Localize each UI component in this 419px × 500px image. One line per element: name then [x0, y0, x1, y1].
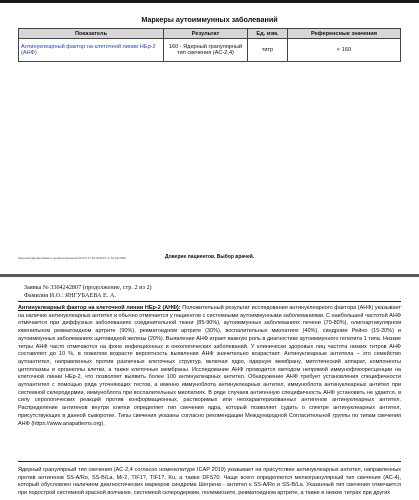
order-header: Заявка № 3304242807 (продолжение, стр. 2 из 2) [24, 284, 152, 291]
results-table [18, 28, 401, 62]
report-page-2 [0, 277, 419, 500]
slogan-footer: Доверие пациентов. Выбор врачей. [165, 254, 255, 260]
pattern-paragraph: Ядерный гранулярный тип свечения (AC-2,4 согласно номенклатуре ICAP 2019) указывает на присутствие антинуклеарных антител, направленных против антигенов SS-A/Ro, SS-B/La, Mi-2, TIF1?, TIF1?, Ku, а также DFS70. Чаще всего определяется мелкогранулярный тип свечения (AC-4), который обусловлен наличием диагностических маркеров синдрома Шегрена - антител к SS-A/Ro и SS-B/La. Указанный тип свечения отмечается при подострой системной красной волчанке, системной склеродермии, полимиозите, ревматоидном артрите, а также в низких титрах при других [18, 467, 401, 497]
col-header-indicator: Показатель [19, 29, 164, 39]
header-divider [18, 301, 401, 302]
top-rule [0, 0, 419, 3]
col-header-unit: Ед. изм. [248, 29, 288, 39]
patient-name: Фамилия И.О.: ЯНГУБАЕВА Е. А. [24, 292, 116, 299]
paragraph-divider [18, 461, 401, 462]
table-row [19, 39, 401, 62]
reference-cell: < 160 [288, 39, 401, 62]
interpretation-text: Положительный результат исследования антинуклеарного фактора (АНФ) указывает на наличие антинуклеарных антител и обычно отмечается у пациентов с системными аутоиммунными заболеваниями. С наибольшей частотой АНФ отмечается при диффузных заболеваниях соединительной ткани (85-90%), аутоиммунных заболеваниях печени (70-80%), олигоартикулярном ювенильном ревматоидном артрите (90%), ревматоидном артрите (30%), воспалительных миопатиях (40%), синдроме Рейно (15-20%) и аутоиммунных заболеваниях щитовидной железы (20%). Выявление АНФ играет важную роль в диагностике аутоиммунного гепатита 1 типа. Низкие титры АНФ часто отмечаются на фоне инфекционных и онкологических заболеваний. У клинически здоровых лиц частота низких титров АНФ составляет до 10 %, в пожилом возрасте вероятность выявления АНФ значительно возрастает. Антинуклеарные антитела – это семейство аутоантител, направленных против различных клеточных структур, включая ядро, ядерную мембрану, митотический аппарат, компоненты цитоплазмы и органеллы клетки, а также клеточные мембраны. Исследование АНФ проводится методом непрямой иммунофлюоресценции на клеточной линии HEp-2, что позволяет выявить более 100 антинуклеарных антител. Обнаружение АНФ требует установления специфичности аутоантител с помощью ряда уточняющих тестов, а именно иммуноблота антинуклеарных антител, иммуноблота антинуклеарных антител при системной склеродермии, иммуноблота при воспалительных миопатиях. В ряде случаев антигенную специфичность АНФ установить не удается, в силу серологических реакций против конформационных, растворимых или неохарактеризованных антигенов антинуклеарных антител. Распределение антигенов внутри клетки определяет тип свечения ядра, который позволяет судить о спектре антинуклеарных антител, присутствующих в данной сыворотке. Типы свечения указаны согласно рекомендации Международной Согласительной группы по типам свечения АНФ (https://www.anapatterns.org). [18, 305, 401, 427]
table-header-row [19, 29, 401, 39]
license-footer: Лицензия Департамента здравоохранения № ЛО-77-01-019737 от 10.02.2020 [18, 256, 126, 260]
col-header-reference: Референсные значения [288, 29, 401, 39]
section-title: Маркеры аутоиммунных заболеваний [141, 15, 278, 24]
col-header-result: Результат [164, 29, 248, 39]
unit-cell: титр [248, 39, 288, 62]
result-cell: 160 - Ядерный гранулярный тип свечения (AC-2,4) [164, 39, 248, 62]
interpretation-paragraph [18, 305, 401, 428]
interpretation-title: Антинуклеарный фактор на клеточной линии HEp-2 (АНФ): [18, 305, 181, 311]
indicator-cell: Антинуклеарный фактор на клеточной линии HEp-2 (АНФ) [19, 39, 164, 62]
